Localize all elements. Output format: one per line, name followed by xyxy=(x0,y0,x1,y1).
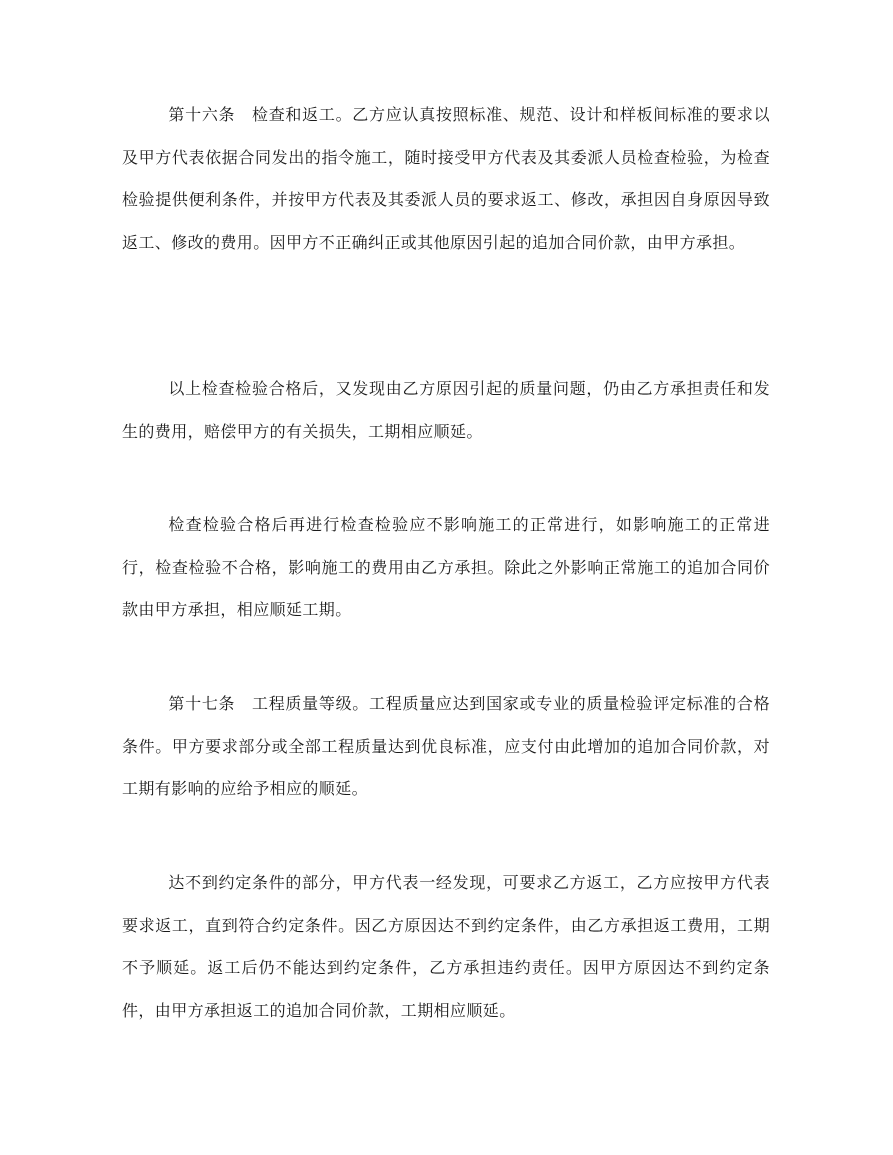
paragraph-article-17: 第十七条 工程质量等级。工程质量应达到国家或专业的质量检验评定标准的合格条件。甲方要求部分或全部工程质量达到优良标准，应支付由此增加的追加合同价款，对工期有影响的应给予相应的顺延。 xyxy=(122,694,770,798)
paragraph-reinspection: 检查检验合格后再进行检查检验应不影响施工的正常进行，如影响施工的正常进行，检查检验不合格，影响施工的费用由乙方承担。除此之外影响正常施工的追加合同价款由甲方承担，相应顺延工期。 xyxy=(122,515,770,619)
paragraph-inspection-liability: 以上检查检验合格后，又发现由乙方原因引起的质量问题，仍由乙方承担责任和发生的费用，赔偿甲方的有关损失，工期相应顺延。 xyxy=(122,379,770,441)
paragraph-article-16: 第十六条 检查和返工。乙方应认真按照标准、规范、设计和样板间标准的要求以及甲方代表依据合同发出的指令施工，随时接受甲方代表及其委派人员检查检验，为检查检验提供便利条件，并按甲方代表及其委派人员的要求返工、修改，承担因自身原因导致返工、修改的费用。因甲方不正确纠正或其他原因引起的追加合同价款，由甲方承担。 xyxy=(122,105,770,252)
paragraph-nonconformance: 达不到约定条件的部分，甲方代表一经发现，可要求乙方返工，乙方应按甲方代表要求返工，直到符合约定条件。因乙方原因达不到约定条件，由乙方承担返工费用，工期不予顺延。返工后仍不能达到约定条件，乙方承担违约责任。因甲方原因达不到约定条件，由甲方承担返工的追加合同价款，工期相应顺延。 xyxy=(122,873,770,1020)
